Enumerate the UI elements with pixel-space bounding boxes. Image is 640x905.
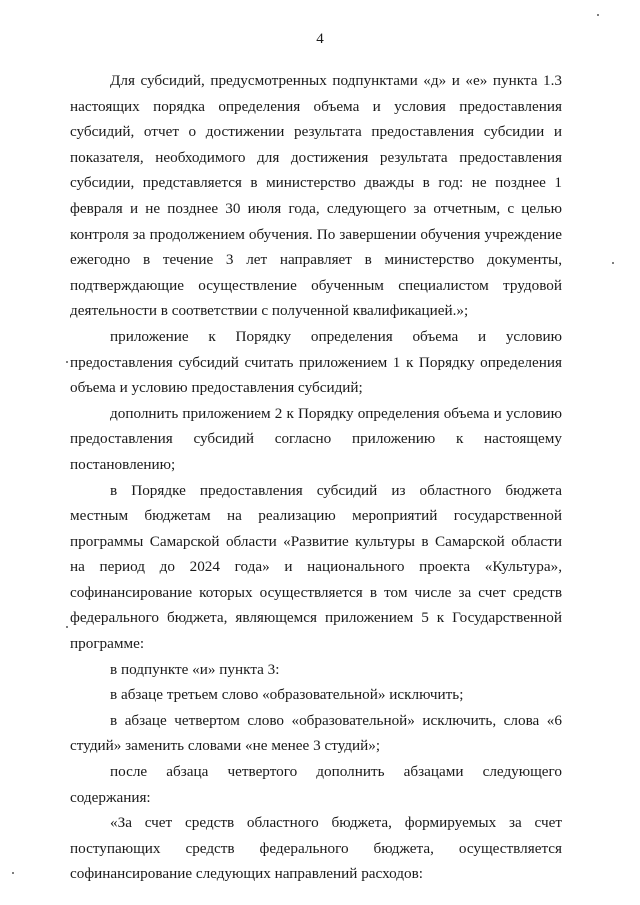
scan-speck bbox=[597, 14, 599, 16]
scan-speck bbox=[66, 626, 68, 628]
document-body bbox=[70, 68, 562, 887]
paragraph: в абзаце третьем слово «образовательной» исключить; bbox=[110, 686, 464, 704]
scan-speck bbox=[12, 872, 14, 874]
page-number: 4 bbox=[316, 31, 324, 47]
scan-speck bbox=[612, 262, 614, 264]
paragraph: Для субсидий, предусмотренных подпунктами «д» и «е» пункта 1.3 настоящих порядка определения объема и условия предоставления субсидий, отчет о достижении результата предоставления субсидии и показателя, необходимого для достижения результата предоставления субсидии, представляется в министерство дважды в год: не позднее 1 февраля и не позднее 30 июля года, следующего за отчетным, с целью контроля за продолжением обучения. По завершении обучения учреждение ежегодно в течение 3 лет направляет в министерство документы, подтверждающие осуществление обученным специалистом трудовой деятельности в соответствии с полученной квалификацией.»; bbox=[70, 72, 562, 320]
paragraph: в подпункте «и» пункта 3: bbox=[110, 660, 280, 678]
paragraph: после абзаца четвертого дополнить абзацами следующего содержания: bbox=[70, 763, 562, 806]
paragraph: дополнить приложением 2 к Порядку определения объема и условию предоставления субсидий согласно приложению к настоящему постановлению; bbox=[70, 404, 562, 473]
paragraph: «За счет средств областного бюджета, формируемых за счет поступающих средств федерального бюджета, осуществляется софинансирование следующих направлений расходов: bbox=[70, 814, 562, 883]
scan-speck bbox=[66, 361, 68, 363]
paragraph: приложение к Порядку определения объема и условию предоставления субсидий считать приложением 1 к Порядку определения объема и условию предоставления субсидий; bbox=[70, 327, 562, 397]
paragraph: в абзаце четвертом слово «образовательной» исключить, слова «6 студий» заменить словами «не менее 3 студий»; bbox=[70, 711, 562, 755]
paragraph: в Порядке предоставления субсидий из областного бюджета местным бюджетам на реализацию мероприятий государственной программы Самарской области «Развитие культуры в Самарской области на период до 2024 года» и национального проекта «Культура», софинансирование которых осуществляется в том числе за счет средств федерального бюджета, являющемся приложением 5 к Государственной программе: bbox=[70, 481, 562, 653]
